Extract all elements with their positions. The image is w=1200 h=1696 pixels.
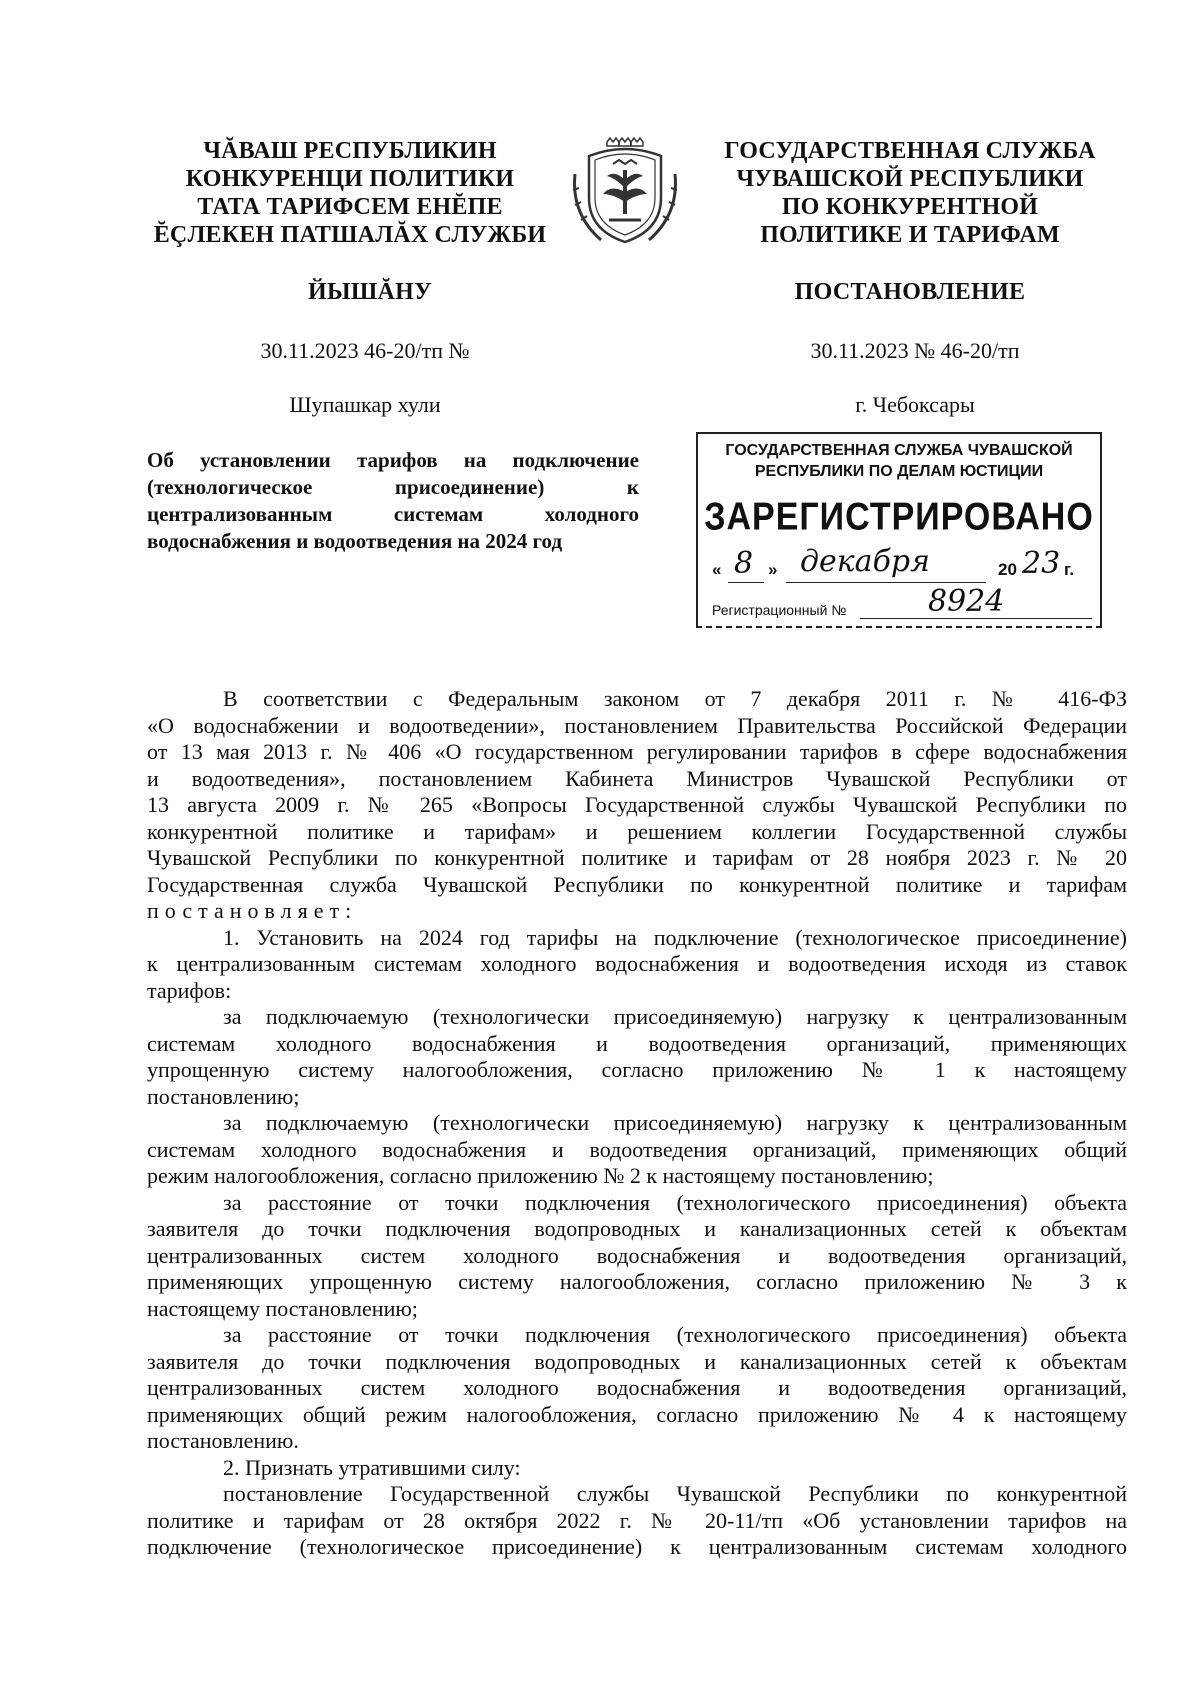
- subject-line: централизованным системам холодного: [147, 502, 639, 526]
- stamp-month-underline: [786, 582, 986, 583]
- stamp-reg-underline: [860, 618, 1092, 619]
- body-line: системам холодного водоснабжения и водоотведения организаций, применяющих: [147, 1030, 1127, 1056]
- subject-line: Об установлении тарифов на подключение: [147, 448, 639, 472]
- body-line: 1. Установить на 2024 год тарифы на подключение (технологическое присоединение): [223, 924, 1127, 950]
- body-line: и водоотведения», постановлением Кабинета Министров Чувашской Республики от: [147, 765, 1127, 791]
- header-right-org-name: [700, 137, 1120, 249]
- body-line: за подключаемую (технологически присоединяемую) нагрузку к централизованным: [223, 1110, 1127, 1135]
- body-line: «О водоснабжении и водоотведении», постановлением Правительства Российской Федерации: [147, 712, 1127, 738]
- stamp-open-quote: «: [712, 560, 722, 579]
- body-line: Государственная служба Чувашской Республики по конкурентной политике и тарифам: [147, 871, 1127, 897]
- stamp-year-suffix: 23: [1022, 546, 1061, 581]
- body-line: тарифов:: [147, 977, 232, 1003]
- document-subject: [147, 447, 639, 555]
- stamp-year-abbr: г.: [1064, 560, 1075, 579]
- header-left-line: ĔÇЛЕКЕН ПАТШАЛĂХ СЛУЖБИ: [153, 222, 547, 248]
- header-right-line: ЧУВАШСКОЙ РЕСПУБЛИКИ: [736, 166, 1084, 192]
- body-line: упрощенную систему налогообложения, согласно приложению № 1 к настоящему: [147, 1057, 1127, 1082]
- body-line: настоящему постановлению;: [147, 1295, 418, 1321]
- body-line: 13 августа 2009 г. № 265 «Вопросы Государственной службы Чувашской Республики по: [147, 792, 1127, 817]
- body-line: за подключаемую (технологически присоединяемую) нагрузку к централизованным: [223, 1004, 1127, 1029]
- registration-stamp: [696, 432, 1102, 628]
- body-line: конкурентной политике и тарифам» и решением коллегии Государственной службы: [147, 818, 1127, 844]
- header-left-line: ЧĂВАШ РЕСПУБЛИКИН: [203, 138, 497, 164]
- city-russian: г. Чебоксары: [855, 392, 975, 417]
- date-number-chuvash: 30.11.2023 46-20/тп №: [260, 338, 470, 363]
- body-line: постановление Государственной службы Чувашской Республики по конкурентной: [223, 1481, 1127, 1506]
- body-line: применяющих общий режим налогообложения, согласно приложению № 4 к настоящему: [147, 1401, 1127, 1427]
- body-line: системам холодного водоснабжения и водоотведения организаций, применяющих общий: [147, 1136, 1127, 1162]
- body-line: централизованных систем холодного водоснабжения и водоотведения организаций,: [147, 1242, 1127, 1268]
- stamp-day: 8: [734, 546, 754, 581]
- doc-type-chuvash: ЙЫШĂНУ: [307, 279, 432, 305]
- header-right-line: ПОЛИТИКЕ И ТАРИФАМ: [760, 222, 1060, 248]
- body-line: В соответствии с Федеральным законом от 7 декабря 2011 г. № 416-ФЗ: [223, 686, 1127, 711]
- stamp-day-underline: [728, 582, 764, 583]
- doc-type-russian: ПОСТАНОВЛЕНИЕ: [794, 279, 1026, 305]
- body-line: заявителя до точки подключения водопроводных и канализационных сетей к объектам: [147, 1216, 1127, 1241]
- stamp-org-line: ГОСУДАРСТВЕННАЯ СЛУЖБА ЧУВАШСКОЙ: [725, 442, 1073, 459]
- body-line: постановляет:: [147, 898, 358, 923]
- stamp-reg-label: Регистрационный №: [712, 602, 847, 618]
- body-line: 2. Признать утратившими силу:: [223, 1454, 521, 1480]
- body-line: постановлению.: [147, 1428, 299, 1453]
- body-line: заявителя до точки подключения водопроводных и канализационных сетей к объектам: [147, 1348, 1127, 1374]
- stamp-org-line: РЕСПУБЛИКИ ПО ДЕЛАМ ЮСТИЦИИ: [754, 463, 1044, 480]
- stamp-month: декабря: [800, 544, 930, 579]
- body-line: постановлению;: [147, 1083, 300, 1109]
- body-line: Чувашской Республики по конкурентной политике и тарифам от 28 ноября 2023 г. № 20: [147, 845, 1127, 870]
- body-line: к централизованным системам холодного водоснабжения и водоотведения исходя из ставок: [147, 951, 1127, 976]
- body-line: централизованных систем холодного водоснабжения и водоотведения организаций,: [147, 1375, 1127, 1400]
- stamp-date: [710, 544, 1092, 588]
- body-line: подключение (технологическое присоединение) к централизованным системам холодного: [147, 1534, 1127, 1559]
- subject-line: водоснабжения и водоотведения на 2024 год: [147, 529, 563, 553]
- body-line: за расстояние от точки подключения (технологического присоединения) объекта: [223, 1322, 1127, 1347]
- stamp-close-quote: »: [768, 560, 778, 579]
- header-right-line: ГОСУДАРСТВЕННАЯ СЛУЖБА: [724, 138, 1096, 164]
- body-line: применяющих упрощенную систему налогообложения, согласно приложению № 3 к: [147, 1269, 1127, 1294]
- date-number-russian: 30.11.2023 № 46-20/тп: [810, 338, 1020, 363]
- body-line: за расстояние от точки подключения (технологического присоединения) объекта: [223, 1189, 1127, 1215]
- header-left-line: ТАТА ТАРИФСЕМ ЕНĔПЕ: [197, 194, 503, 220]
- stamp-organization: [698, 440, 1100, 482]
- city-chuvash: Шупашкар хули: [289, 392, 441, 417]
- stamp-year-prefix: 20: [998, 560, 1017, 579]
- document-body: [147, 686, 1127, 1561]
- stamp-status: ЗАРЕГИСТРИРОВАНО: [704, 495, 1094, 539]
- subject-line: (технологическое присоединение) к: [147, 475, 639, 499]
- header-right-line: ПО КОНКУРЕНТНОЙ: [781, 194, 1039, 220]
- body-line: от 13 мая 2013 г. № 406 «О государственном регулировании тарифов в сфере водоснабжения: [147, 739, 1127, 764]
- body-line: режим налогообложения, согласно приложению № 2 к настоящему постановлению;: [147, 1163, 934, 1188]
- chuvash-coat-of-arms-icon: [567, 134, 683, 250]
- stamp-reg-number: 8924: [928, 584, 1005, 619]
- body-line: политике и тарифам от 28 октября 2022 г. № 20-11/тп «Об установлении тарифов на: [147, 1507, 1127, 1533]
- header-left-line: КОНКУРЕНЦИ ПОЛИТИКИ: [185, 166, 515, 192]
- header-left-org-name: [140, 137, 560, 249]
- stamp-registration-number: [710, 584, 1092, 624]
